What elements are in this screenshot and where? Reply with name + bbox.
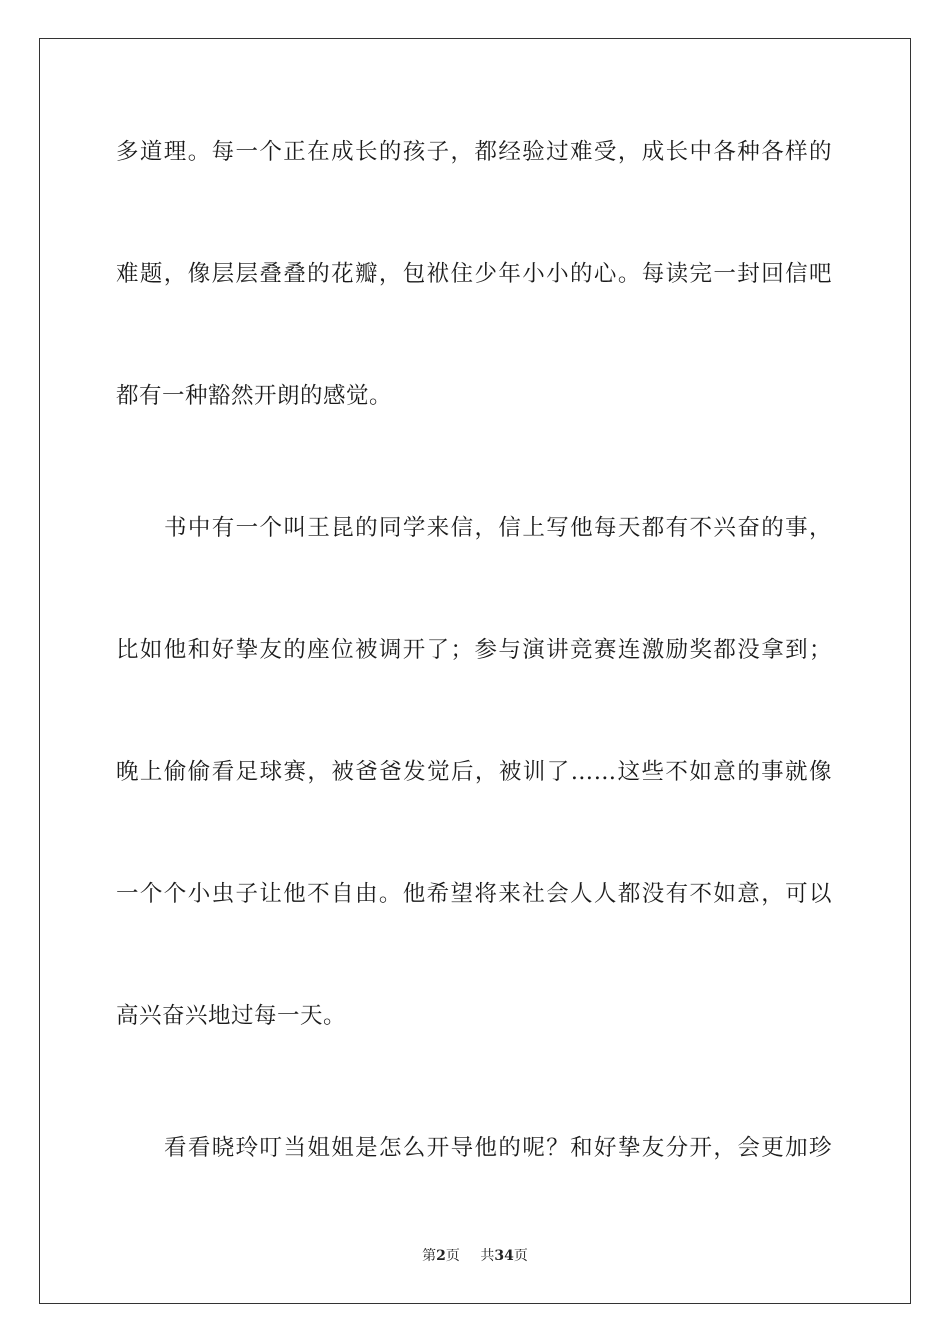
text-line-2: 难题，像层层叠叠的花瓣，包袱住少年小小的心。每读完一封回信吧 — [116, 261, 832, 287]
text-line-7: 一个个小虫子让他不自由。他希望将来社会人人都没有不如意，可以 — [116, 881, 832, 907]
page-prefix: 第 — [422, 1248, 437, 1264]
paragraph-3-first-line: 看看晓玲叮当姐姐是怎么开导他的呢？和好挚友分开，会更加珍 — [164, 1135, 832, 1161]
paragraph-2-first-line: 书中有一个叫王昆的同学来信，信上写他每天都有不兴奋的事， — [164, 515, 832, 541]
total-prefix: 共 — [480, 1248, 495, 1264]
page-number: 2 — [436, 1248, 446, 1264]
total-pages: 34 — [494, 1248, 514, 1264]
text-line-5: 比如他和好挚友的座位被调开了；参与演讲竞赛连激励奖都没拿到； — [116, 637, 832, 663]
total-pages-indicator — [480, 1247, 527, 1265]
text-line-8: 高兴奋兴地过每一天。 — [116, 1003, 347, 1029]
page-suffix: 页 — [445, 1248, 460, 1264]
total-suffix: 页 — [513, 1248, 528, 1264]
text-line-1: 多道理。每一个正在成长的孩子，都经验过难受，成长中各种各样的 — [116, 139, 832, 165]
page-indicator — [422, 1247, 460, 1265]
page-border — [39, 38, 911, 1304]
text-line-6: 晚上偷偷看足球赛，被爸爸发觉后，被训了……这些不如意的事就像 — [116, 759, 832, 785]
page-footer — [0, 1247, 950, 1265]
text-line-3: 都有一种豁然开朗的感觉。 — [116, 383, 393, 409]
